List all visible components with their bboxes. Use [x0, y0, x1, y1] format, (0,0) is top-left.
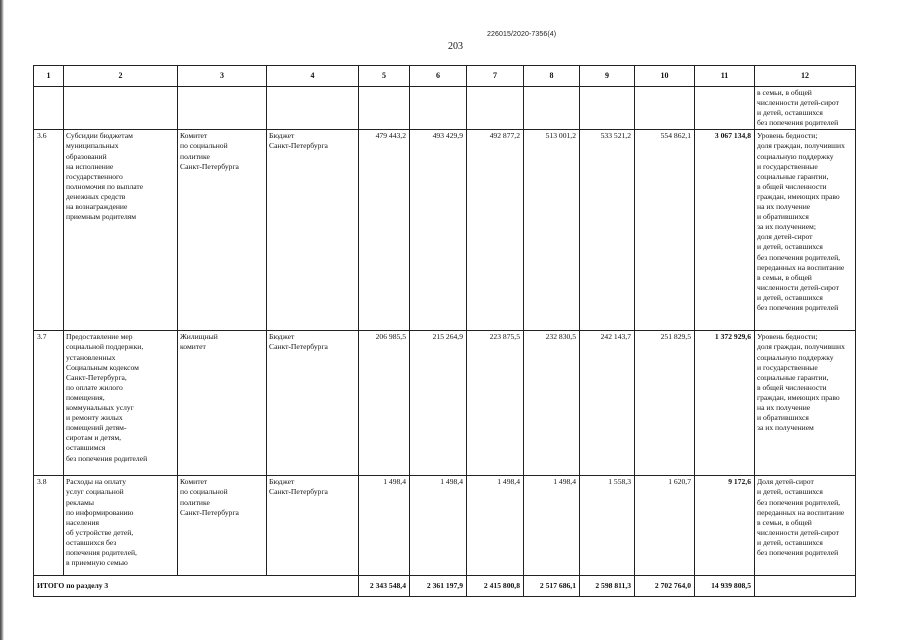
text-line: без попечения родителей	[757, 118, 839, 128]
column-header: 2	[64, 66, 178, 87]
text-line: сиротам и детям,	[66, 433, 122, 443]
text-line: услуг социальной	[66, 487, 124, 497]
text-line: Санкт-Петербурга	[269, 141, 328, 151]
text-line: коммунальных услуг	[66, 403, 134, 413]
text-line: граждан, имеющих право	[757, 392, 840, 402]
text-line: политике	[180, 497, 210, 507]
value-2020: 206 985,5	[359, 331, 410, 476]
carryover-row	[34, 87, 856, 130]
text-line: и детей, оставшихся	[757, 292, 823, 302]
text-line: попечения родителей,	[66, 548, 137, 558]
measure-name-cell	[64, 130, 178, 331]
text-line: Санкт-Петербурга,	[66, 372, 127, 382]
value-2020: 479 443,2	[359, 130, 410, 331]
total-all: 14 939 808,5	[695, 576, 755, 597]
indicators-cell	[755, 476, 856, 576]
text-line: социальные гарантии,	[757, 171, 829, 181]
text-line: Жилищный	[180, 332, 218, 342]
text-line: Комитет	[180, 131, 208, 141]
indicators-cell	[755, 130, 856, 331]
executor-cell	[178, 476, 267, 576]
text-line: доля граждан, получивших	[757, 342, 845, 352]
text-line: социальные гарантии,	[757, 372, 829, 382]
budget-table	[33, 65, 856, 597]
text-line: социальную поддержку	[757, 352, 834, 362]
text-line: и государственные	[757, 362, 818, 372]
text-line: Санкт-Петербурга	[269, 342, 328, 352]
text-line: рекламы	[66, 497, 94, 507]
text-line: образований	[66, 151, 107, 161]
text-line: граждан, имеющих право	[757, 191, 840, 201]
text-line: оставшимся	[66, 443, 106, 453]
text-line: Уровень бедности;	[757, 131, 818, 141]
text-line: переданных на воспитание	[757, 262, 845, 272]
value-2022: 492 877,2	[467, 130, 524, 331]
text-line: помещений детям-	[66, 423, 127, 433]
value-2022: 1 498,4	[467, 476, 524, 576]
text-line: без попечения родителей	[757, 548, 839, 558]
text-line: и детей, оставшихся	[757, 108, 823, 118]
table-row	[34, 130, 856, 331]
funding-source-cell	[267, 476, 359, 576]
text-line: об устройстве детей,	[66, 527, 134, 537]
total-2021: 2 361 197,9	[410, 576, 467, 597]
text-line: установленных	[66, 352, 116, 362]
text-line: приемным родителям	[66, 212, 137, 222]
text-line: социальную поддержку	[757, 151, 834, 161]
total-2024: 2 598 811,3	[580, 576, 635, 597]
text-line: в семьи, в общей	[757, 272, 812, 282]
value-2021: 493 429,9	[410, 130, 467, 331]
total-2020: 2 343 548,4	[359, 576, 410, 597]
text-line: на вознаграждение	[66, 202, 128, 212]
value-2024: 242 143,7	[580, 331, 635, 476]
text-line: Бюджет	[269, 131, 295, 141]
scan-binding-edge	[0, 0, 4, 640]
value-2021: 215 264,9	[410, 331, 467, 476]
text-line: и обратившихся	[757, 212, 809, 222]
text-line: в семьи, в общей	[757, 88, 812, 97]
text-line: Бюджет	[269, 477, 295, 487]
text-line: за их получением;	[757, 222, 816, 232]
text-line: в общей численности	[757, 181, 827, 191]
row-number: 3.6	[34, 130, 64, 331]
text-line: по оплате жилого	[66, 382, 123, 392]
value-2025: 554 862,1	[635, 130, 695, 331]
text-line: и детей, оставшихся	[757, 242, 823, 252]
executor-cell	[178, 130, 267, 331]
text-line: муниципальных	[66, 141, 119, 151]
text-line: Доля детей-сирот	[757, 477, 814, 487]
value-2025: 251 829,5	[635, 331, 695, 476]
text-line: численности детей-сирот	[757, 98, 839, 108]
indicators-cell	[755, 331, 856, 476]
text-line: по социальной	[180, 141, 228, 151]
value-2020: 1 498,4	[359, 476, 410, 576]
measure-name-cell	[64, 331, 178, 476]
indicators-cell	[755, 87, 856, 130]
table-row	[34, 331, 856, 476]
text-line: по социальной	[180, 487, 228, 497]
funding-source-cell	[267, 331, 359, 476]
total-2022: 2 415 800,8	[467, 576, 524, 597]
value-total: 1 372 929,6	[695, 331, 755, 476]
text-line: по информированию	[66, 507, 134, 517]
text-line: Предоставление мер	[66, 332, 133, 342]
text-line: полномочия по выплате	[66, 181, 144, 191]
text-line: на их получение	[757, 202, 811, 212]
value-2023: 513 001,2	[524, 130, 580, 331]
text-line: оставшихся без	[66, 537, 117, 547]
text-line: и детей, оставшихся	[757, 487, 823, 497]
text-line: в приемную семью	[66, 558, 128, 568]
text-line: и ремонту жилых	[66, 413, 123, 423]
text-line: комитет	[180, 342, 206, 352]
text-line: без попечения родителей,	[757, 497, 841, 507]
executor-cell	[178, 331, 267, 476]
text-line: переданных на воспитание	[757, 507, 845, 517]
total-2023: 2 517 686,1	[524, 576, 580, 597]
text-line: Уровень бедности;	[757, 332, 818, 342]
text-line: денежных средств	[66, 191, 126, 201]
column-header: 4	[267, 66, 359, 87]
text-line: и государственные	[757, 161, 818, 171]
text-line: Социальным кодексом	[66, 362, 139, 372]
text-line: населения	[66, 517, 100, 527]
text-line: численности детей-сирот	[757, 282, 839, 292]
text-line: без попечения родителей	[66, 453, 148, 463]
column-header: 12	[755, 66, 856, 87]
value-2024: 533 521,2	[580, 130, 635, 331]
total-row	[34, 576, 856, 597]
column-header: 6	[410, 66, 467, 87]
total-label: ИТОГО по разделу 3	[34, 576, 359, 597]
column-header: 8	[524, 66, 580, 87]
value-2023: 232 830,5	[524, 331, 580, 476]
text-line: доля детей-сирот	[757, 232, 813, 242]
text-line: Санкт-Петербурга	[180, 161, 239, 171]
page-number: 203	[448, 41, 463, 52]
value-total: 3 067 134,8	[695, 130, 755, 331]
total-2025: 2 702 764,0	[635, 576, 695, 597]
text-line: численности детей-сирот	[757, 527, 839, 537]
value-2025: 1 620,7	[635, 476, 695, 576]
text-line: Субсидии бюджетам	[66, 131, 133, 141]
column-number-row	[34, 66, 856, 87]
text-line: в семьи, в общей	[757, 517, 812, 527]
text-line: социальной поддержки,	[66, 342, 144, 352]
text-line: политике	[180, 151, 210, 161]
text-line: без попечения родителей	[757, 302, 839, 312]
text-line: Расходы на оплату	[66, 477, 126, 487]
row-number: 3.8	[34, 476, 64, 576]
funding-source-cell	[267, 130, 359, 331]
value-2021: 1 498,4	[410, 476, 467, 576]
text-line: без попечения родителей,	[757, 252, 841, 262]
value-2023: 1 498,4	[524, 476, 580, 576]
document-number: 226015/2020-7356(4)	[487, 31, 557, 38]
measure-name-cell	[64, 476, 178, 576]
column-header: 10	[635, 66, 695, 87]
text-line: Санкт-Петербурга	[180, 507, 239, 517]
text-line: на их получение	[757, 403, 811, 413]
column-header: 11	[695, 66, 755, 87]
text-line: Санкт-Петербурга	[269, 487, 328, 497]
column-header: 9	[580, 66, 635, 87]
text-line: в общей численности	[757, 382, 827, 392]
value-2022: 223 875,5	[467, 331, 524, 476]
column-header: 7	[467, 66, 524, 87]
text-line: и обратившихся	[757, 413, 809, 423]
text-line: Комитет	[180, 477, 208, 487]
text-line: доля граждан, получивших	[757, 141, 845, 151]
text-line: и детей, оставшихся	[757, 537, 823, 547]
table-row	[34, 476, 856, 576]
text-line: Бюджет	[269, 332, 295, 342]
column-header: 5	[359, 66, 410, 87]
row-number: 3.7	[34, 331, 64, 476]
value-2024: 1 558,3	[580, 476, 635, 576]
text-line: за их получением	[757, 423, 814, 433]
column-header: 3	[178, 66, 267, 87]
text-line: государственного	[66, 171, 123, 181]
value-total: 9 172,6	[695, 476, 755, 576]
text-line: на исполнение	[66, 161, 114, 171]
column-header: 1	[34, 66, 64, 87]
text-line: помещения,	[66, 392, 105, 402]
